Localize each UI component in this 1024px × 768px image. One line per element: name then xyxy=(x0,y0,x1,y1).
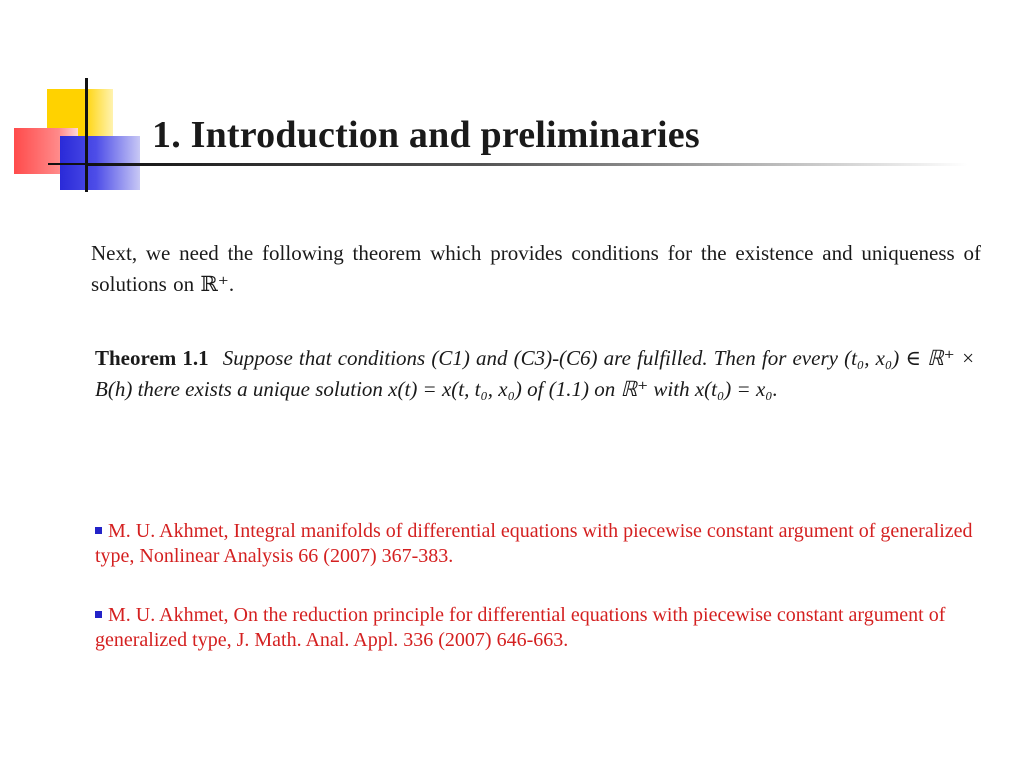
theorem-block xyxy=(95,343,975,405)
reference-item xyxy=(95,603,985,653)
slide-logo xyxy=(0,0,140,200)
reference-text: M. U. Akhmet, On the reduction principle for differential equations with piecewise constant argument of generalized type, J. Math. Anal. Appl. 336 (2007) 646-663. xyxy=(95,604,946,651)
square-bullet-icon xyxy=(95,611,102,618)
square-bullet-icon xyxy=(95,527,102,534)
reference-item xyxy=(95,519,985,569)
reference-list xyxy=(95,519,985,687)
intro-paragraph: Next, we need the following theorem which provides conditions for the existence and uniqueness of solutions on ℝ⁺. xyxy=(91,241,981,296)
theorem-heading: Theorem 1.1 xyxy=(95,346,209,370)
theorem-statement: Suppose that conditions (C1) and (C3)-(C6) are fulfilled. Then for every (t₀, x₀) ∈ ℝ⁺ × B(h) there exists a unique solution x(t) = x(t, t₀, x₀) of (1.1) on ℝ⁺ with x(t₀) = x₀. xyxy=(95,346,976,401)
slide-title: 1. Introduction and preliminaries xyxy=(152,114,700,156)
title-underline xyxy=(88,163,968,166)
reference-text: M. U. Akhmet, Integral manifolds of differential equations with piecewise constant argument of generalized type, Nonlinear Analysis 66 (2007) 367-383. xyxy=(95,520,973,567)
logo-vertical-line xyxy=(85,78,88,192)
